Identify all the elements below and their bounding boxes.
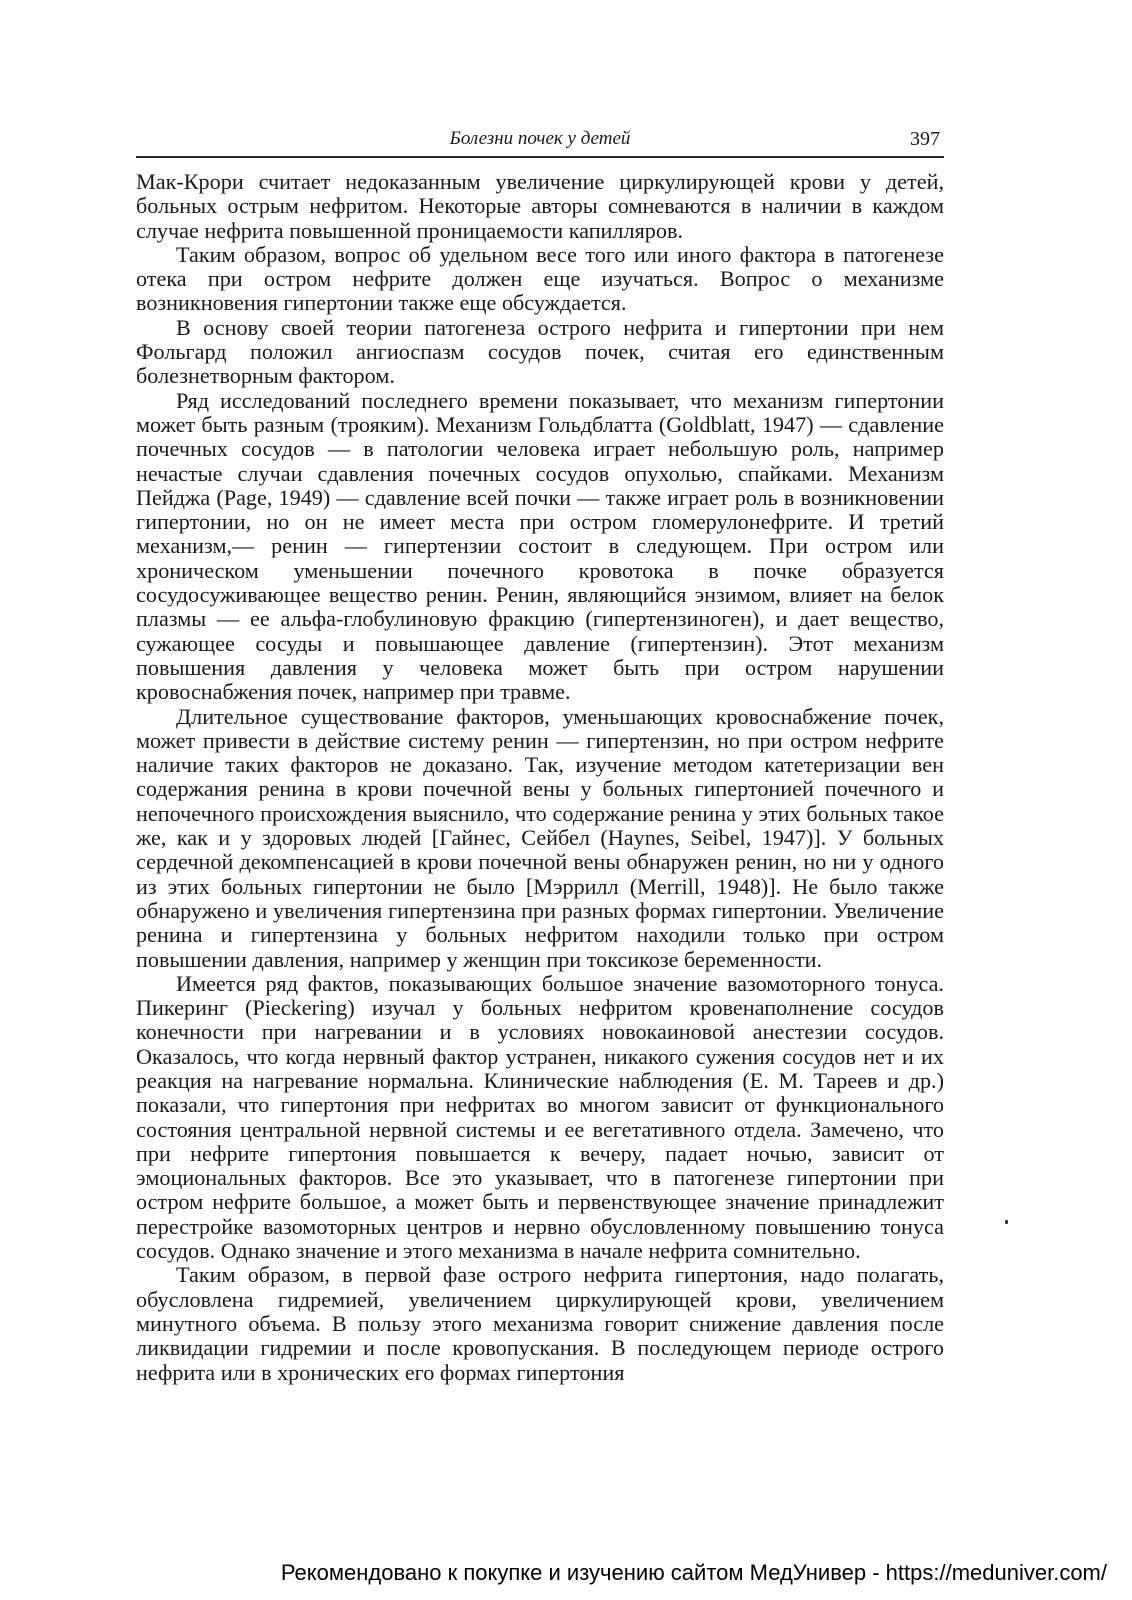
page-number: 397 — [910, 128, 940, 150]
main-text — [136, 170, 944, 1385]
scan-speck — [1005, 1220, 1008, 1224]
paragraph: Таким образом, в первой фазе острого нефрита гипертония, надо полагать, обусловлена гидремией, увеличением циркулирующей крови, увеличением минутного объема. В пользу этого механизма говорит снижение давления после ликвидации гидремии и после кровопускания. В последующем периоде острого нефрита или в хронических его формах гипертония — [136, 1262, 944, 1385]
paragraph: Длительное существование факторов, уменьшающих кровоснабжение почек, может привести в действие систему ренин — гипертензин, но при остром нефрите наличие таких факторов не доказано. Так, изучение методом катетеризации вен содержания ренина в крови почечной вены у больных гипертонией почечного и непочечного происхождения выяснило, что содержание ренина у этих больных такое же, как и у здоровых людей [Гайнес, Сейбел (Haynes, Seibel, 1947)]. У больных сердечной декомпенсацией в крови почечной вены обнаружен ренин, но ни у одного из этих больных гипертонии не было [Мэррилл (Merrill, 1948)]. Не было также обнаружено и увеличения гипертензина при разных формах гипертонии. Увеличение ренина и гипертензина у больных нефритом находили только при остром повышении давления, например у женщин при токсикозе беременности. — [136, 703, 944, 972]
running-title: Болезни почек у детей — [449, 128, 631, 149]
paragraph: Имеется ряд фактов, показывающих большое значение вазомоторного тонуса. Пикеринг (Pieckering) изучал у больных нефритом кровенаполнение сосудов конечности при нагревании и в условиях новокаиновой анестезии сосудов. Оказалось, что когда нервный фактор устранен, никакого сужения сосудов нет и их реакция на нагревание нормальна. Клинические наблюдения (Е. М. Тареев и др.) показали, что гипертония при нефритах во многом зависит от функционального состояния центральной нервной системы и ее вегетативного отдела. Замечено, что при нефрите гипертония повышается к вечеру, падает ночью, зависит от эмоциональных факторов. Все это указывает, что в патогенезе гипертонии при остром нефрите большое, а может быть и первенствующее значение принадлежит перестройке вазомоторных центров и нервно обусловленному повышению тонуса сосудов. Однако значение и этого механизма в начале нефрита сомнительно. — [136, 970, 944, 1264]
paragraph: В основу своей теории патогенеза острого нефрита и гипертонии при нем Фольгард положил ангиоспазм сосудов почек, считая его единственным болезнетворным фактором. — [136, 314, 944, 389]
paragraph: Мак-Крори считает недоказанным увеличение циркулирующей крови у детей, больных острым нефритом. Некоторые авторы сомневаются в наличии в каждом случае нефрита повышенной проницаемости капилляров. — [136, 169, 944, 243]
paragraph: Ряд исследований последнего времени показывает, что механизм гипертонии может быть разным (трояким). Механизм Гольдблатта (Goldblatt, 1947) — сдавление почечных сосудов — в патологии человека играет небольшую роль, например нечастые случаи сдавления почечных сосудов опухолью, спайками. Механизм Пейджа (Page, 1949) — сдавление всей почки — также играет роль в возникновении гипертонии, но он не имеет места при остром гломерулонефрите. И третий механизм,— ренин — гипертензии состоит в следующем. При остром или хроническом уменьшении почечного кровотока в почке образуется сосудосуживающее вещество ренин. Ренин, являющийся энзимом, влияет на белок плазмы — ее альфа-глобулиновую фракцию (гипертензиноген), и дает вещество, сужающее сосуды и повышающее давление (гипертензин). Этот механизм повышения давления у человека может быть при остром нарушении кровоснабжения почек, например при травме. — [136, 387, 944, 705]
paragraph: Таким образом, вопрос об удельном весе того или иного фактора в патогенезе отека при остром нефрите должен еще изучаться. Вопрос о механизме возникновения гипертонии также еще обсуждается. — [136, 241, 944, 316]
running-header — [136, 122, 944, 158]
footer-recommendation: Рекомендовано к покупке и изучению сайтом МедУнивер - https://meduniver.com/ — [280, 1560, 1107, 1585]
